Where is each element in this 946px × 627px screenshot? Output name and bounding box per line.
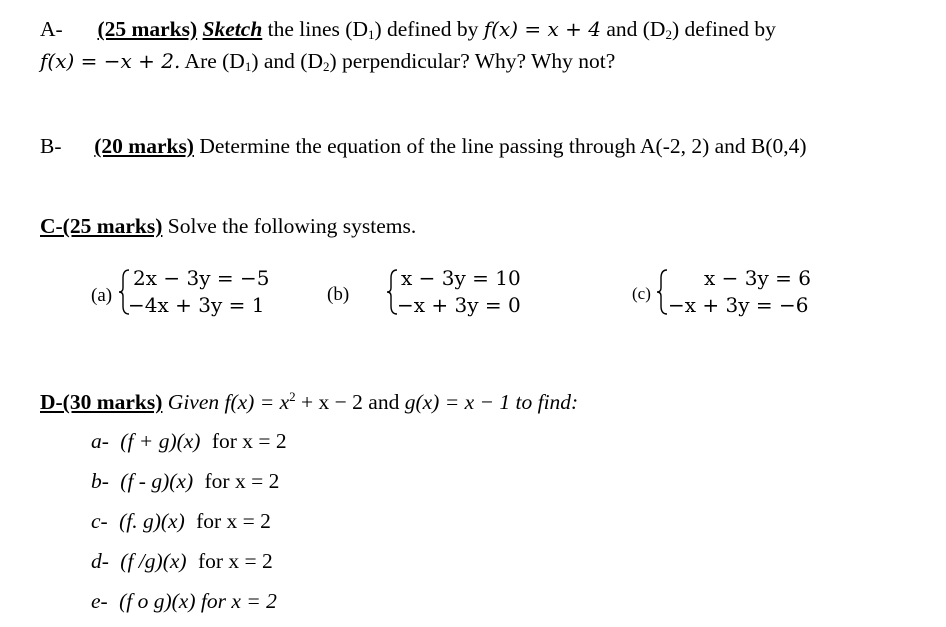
system-a-eq1: 2x − 3y = −5 [133, 266, 270, 290]
d2-subscript-2: 2 [322, 59, 330, 74]
system-a-eq2: −4x + 3y = 1 [128, 293, 265, 317]
part-a-text-6: ) and (D [251, 49, 323, 73]
part-a-marks: (25 marks) [97, 17, 198, 41]
part-a-verb: Sketch [202, 17, 263, 41]
part-d-item-d [91, 551, 273, 573]
item-b-prefix: b- [91, 469, 109, 493]
system-b-label: (b) [327, 284, 350, 305]
part-c-marks: C-(25 marks) [40, 214, 163, 238]
system-c-label: (c) [632, 284, 651, 303]
d1-subscript-2: 1 [244, 59, 252, 74]
part-a-text-2: ) defined by [374, 17, 484, 41]
item-a-prefix: a- [91, 429, 109, 453]
part-d-item-b [91, 471, 279, 493]
part-d-given-pre: Given f(x) = x [162, 390, 290, 414]
d2-subscript: 2 [665, 27, 672, 42]
item-d-expr: (f /g)(x) [120, 549, 187, 573]
part-a-text-7: ) perpendicular? Why? Why not? [329, 49, 616, 73]
item-b-cond: for x = 2 [204, 469, 280, 493]
item-c-cond: for x = 2 [196, 509, 271, 533]
part-b-text: Determine the equation of the line passing through A(-2, 2) and B(0,4) [193, 134, 807, 158]
part-a-text-5: Are (D [180, 49, 245, 73]
system-c-eq2: −x + 3y = −6 [668, 293, 809, 317]
part-d-item-c [91, 511, 271, 533]
part-d-given-mid: + x − 2 and [295, 390, 405, 414]
part-c-text: Solve the following systems. [162, 214, 417, 238]
item-e-prefix: e- [91, 589, 108, 613]
f-expression-2: f(x) = −x + 2. [40, 49, 181, 73]
d1-subscript: 1 [367, 27, 375, 42]
part-d-exponent: 2 [289, 389, 296, 404]
part-c-heading [40, 216, 416, 238]
item-b-expr: (f - g)(x) [120, 469, 194, 493]
f-expression-1: f(x) = x + 4 [483, 17, 601, 41]
part-a-text-3: and (D [600, 17, 666, 41]
part-d-heading [40, 390, 578, 414]
part-b-marks: (20 marks) [94, 134, 194, 158]
part-a-line-1 [40, 19, 906, 41]
system-c-brace-icon [655, 268, 669, 316]
part-b-label: B- [40, 134, 62, 158]
item-d-cond: for x = 2 [197, 549, 273, 573]
item-c-expr: (f. g)(x) [119, 509, 185, 533]
part-a-line-2 [40, 51, 615, 73]
system-a-label: (a) [91, 285, 113, 306]
item-a-cond: for x = 2 [211, 429, 287, 453]
item-a-expr: (f + g)(x) [120, 429, 201, 453]
part-a-text-4: ) defined by [671, 17, 776, 41]
part-d-marks: D-(30 marks) [40, 390, 163, 414]
item-d-prefix: d- [91, 549, 109, 573]
part-a-label: A- [40, 17, 63, 41]
item-e-expr: (f o g)(x) for x = 2 [119, 589, 277, 613]
system-b-eq1: x − 3y = 10 [401, 266, 521, 290]
part-b-line [40, 136, 807, 158]
part-d-given-g: g(x) = x − 1 to find: [404, 390, 579, 414]
part-d-item-e [91, 591, 277, 613]
item-c-prefix: c- [91, 509, 108, 533]
part-d-item-a [91, 431, 287, 453]
system-b-eq2: −x + 3y = 0 [397, 293, 521, 317]
system-c-eq1: x − 3y = 6 [704, 266, 811, 290]
part-a-text-1: the lines (D [262, 17, 368, 41]
